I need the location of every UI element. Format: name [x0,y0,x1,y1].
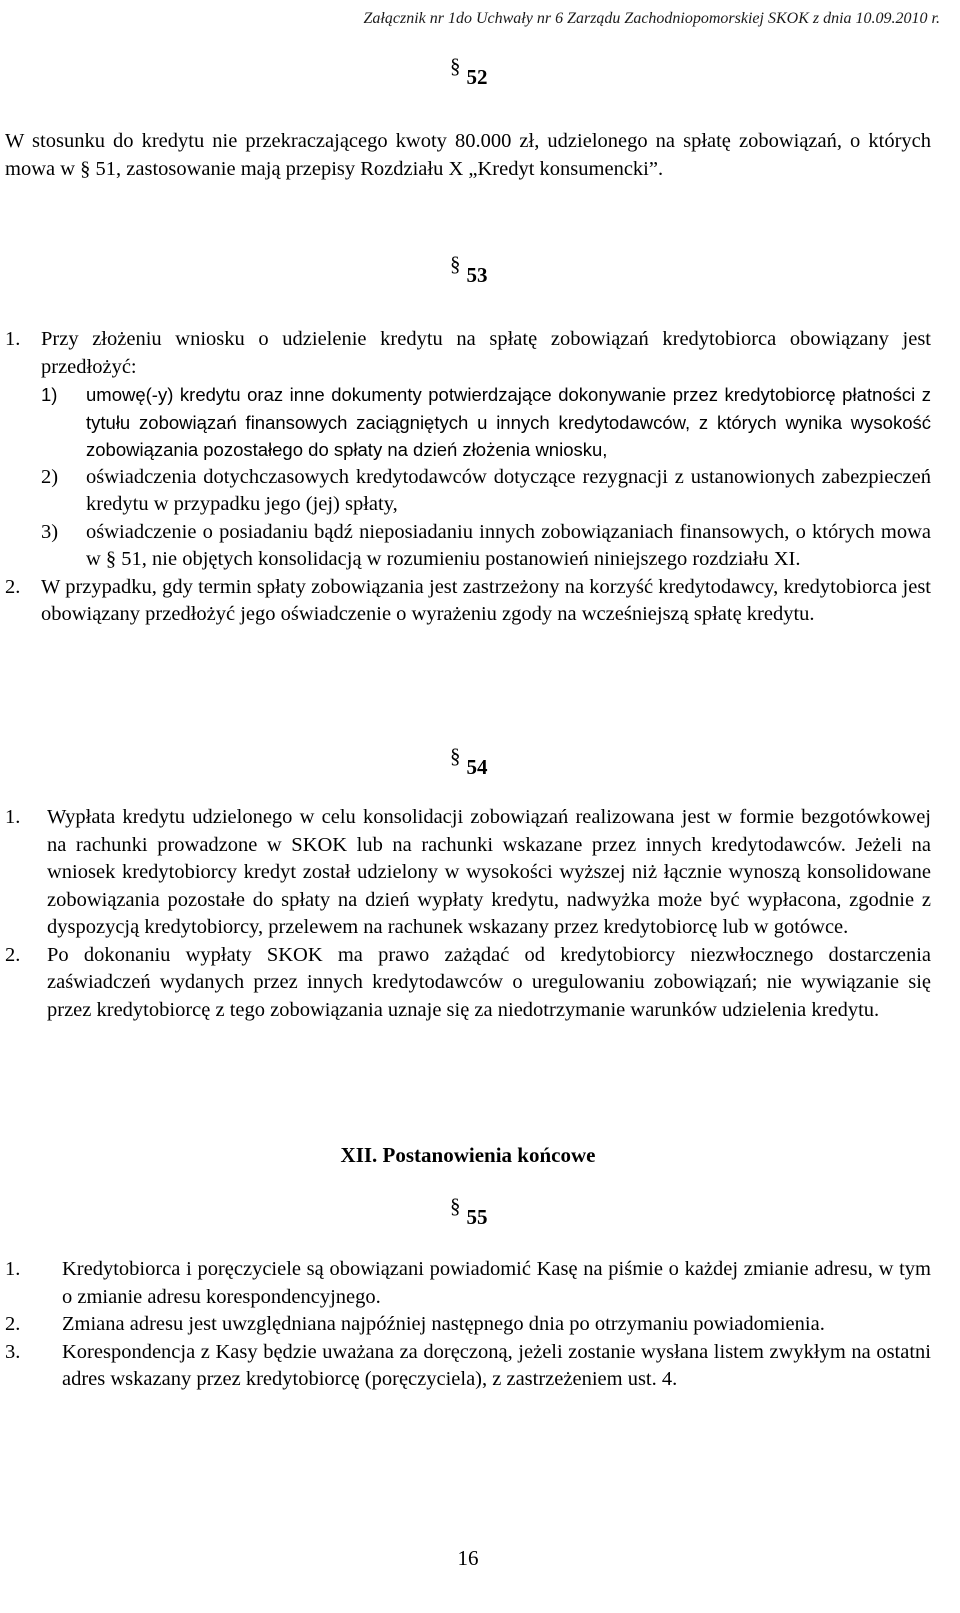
list-item-55-3 [5,1339,931,1394]
item-text: oświadczenie o posiadaniu bądź nieposiadaniu innych zobowiązaniach finansowych, o których mowa w § 51, nie objętych konsolidacją w rozumieniu postanowień niniejszego rozdziału XI. [86,520,931,570]
item-text: Korespondencja z Kasy będzie uważana za doręczoną, jeżeli zostanie wysłana listem zwykłym na ostatni adres wskazany przez kredytobiorcę (poręczyciela), z zastrzeżeniem ust. 4. [62,1340,931,1390]
paragraph-54-1 [5,804,931,942]
section-52-text: W stosunku do kredytu nie przekraczającego kwoty 80.000 zł, udzielonego na spłatę zobowiązań, o których mowa w § 51, zastosowanie mają przepisy Rozdziału X „Kredyt konsumencki”. [5,130,931,180]
list-item-55-2 [5,1311,931,1339]
page-header: Załącznik nr 1do Uchwały nr 6 Zarządu Zachodniopomorskiej SKOK z dnia 10.09.2010 r. [363,10,940,27]
section-55-body [5,1256,931,1394]
item-label: 1) [41,384,58,405]
item-label: 1. [5,1258,21,1280]
list-item-53-1 [41,381,931,464]
paragraph-54-2 [5,942,931,1025]
section-heading-54 [450,744,510,780]
item-text: Kredytobiorca i poręczyciele są obowiązani powiadomić Kasę na piśmie o każdej zmianie adresu, w tym o zmianie adresu korespondencyjnego. [62,1258,931,1308]
item-text: Zmiana adresu jest uwzględniana najpóźniej następnego dnia po otrzymaniu powiadomienia. [62,1313,825,1335]
item-label: 3) [41,520,59,543]
section-heading-55 [450,1194,510,1230]
section-symbol: § [450,744,461,768]
list-item-53-2 [41,464,931,519]
section-symbol: § [450,54,461,78]
section-heading-53 [450,252,510,288]
chapter-title: XII. Postanowienia końcowe [340,1143,596,1167]
section-number: 52 [466,65,488,89]
page-number: 16 [457,1546,479,1570]
paragraph-53-1 [5,326,931,381]
item-label: 3. [5,1340,21,1363]
section-number: 55 [466,1205,488,1229]
item-text: umowę(-y) kredytu oraz inne dokumenty potwierdzające dokonywanie przez kredytobiorcę płatności z tytułu zobowiązań finansowych zaciągniętych u innych kredytodawców, z których wynika wysokość zobowiązania pozostałego do spłaty na dzień złożenia wniosku, [86,384,931,460]
list-item-53-3 [41,519,931,574]
paragraph-label: 1. [5,806,21,828]
section-number: 54 [466,755,488,779]
item-label: 2) [41,465,59,488]
paragraph-label: 2. [5,943,21,966]
section-symbol: § [450,252,461,276]
item-label: 2. [5,1313,21,1335]
paragraph-label: 1. [5,328,21,350]
section-heading-52 [450,54,510,90]
paragraph-text: W przypadku, gdy termin spłaty zobowiązania jest zastrzeżony na korzyść kredytodawcy, kredytobiorca jest obowiązany przedłożyć jego oświadczenie o wyrażeniu zgody na wcześniejszą spłatę kredytu. [41,575,931,625]
paragraph-text: Wypłata kredytu udzielonego w celu konsolidacji zobowiązań realizowana jest w formie bezgotówkowej na rachunki prowadzone w SKOK lub na rachunki wskazane przez innych kredytodawców. Jeżeli na wniosek kredytobiorcy kredyt został udzielony w wysokości wyższej niż łącznie wynoszą konsolidowane zobowiązania pozostałe do spłaty na dzień wypłaty kredytu, nadwyżka może być wypłacona, zgodnie z dyspozycją kredytobiorcy, przelewem na rachunek wskazany przez kredytobiorcę lub w gotówce. [47,806,931,938]
list-item-55-1 [5,1256,931,1311]
item-text: oświadczenia dotychczasowych kredytodawców dotyczące rezygnacji z ustanowionych zabezpieczeń kredytu w przypadku jego (jej) spłaty, [86,465,931,515]
section-53-body [5,326,931,629]
section-54-body [5,804,931,1024]
paragraph-label: 2. [5,575,21,598]
paragraph-text: Po dokonaniu wypłaty SKOK ma prawo zażądać od kredytobiorcy niezwłocznego dostarczenia zaświadczeń wydanych przez innych kredytodawców o uregulowaniu zobowiązań; nie wywiązanie się przez kredytobiorcę z tego zobowiązania uznaje się za niedotrzymanie warunków udzielenia kredytu. [47,943,931,1021]
paragraph-53-2 [5,574,931,629]
section-number: 53 [466,263,488,287]
section-symbol: § [450,1194,461,1218]
paragraph-text: Przy złożeniu wniosku o udzielenie kredytu na spłatę zobowiązań kredytobiorca obowiązany jest przedłożyć: [41,328,931,378]
